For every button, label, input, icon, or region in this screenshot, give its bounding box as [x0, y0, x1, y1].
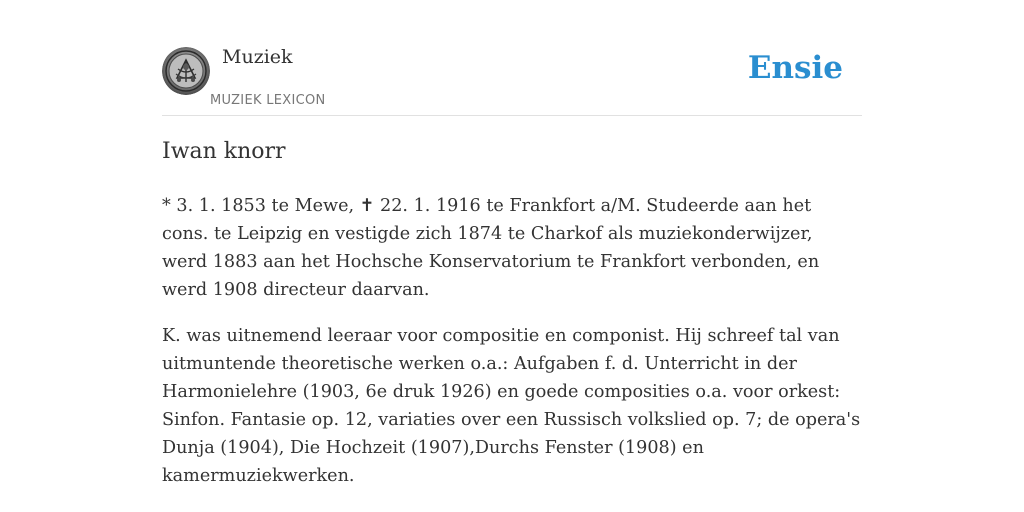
entry-paragraph: * 3. 1. 1853 te Mewe, ✝ 22. 1. 1916 te Frankfort a/M. Studeerde aan het cons. te Leipzig en vestigde zich 1874 te Charkof als muziekonderwijzer, werd 1883 aan het Hochsche Konservatorium te Frankfort verbonden, en werd 1908 directeur daarvan. [162, 196, 820, 300]
entry-paragraph: K. was uitnemend leeraar voor compositie en componist. Hij schreef tal van uitmuntende theoretische werken o.a.: Aufgaben f. d. Unterricht in der Harmonielehre (1903, 6e druk 1926) en goede composities o.a. voor orkest: Sinfon. Fantasie op. 12, variaties over een Russisch volkslied op. 7; de opera's Dunja (1904), Die Hochzeit (1907),Durchs Fenster (1908) en kamermuziekwerken. [162, 326, 861, 486]
entry-body [162, 192, 862, 508]
source-subtitle[interactable]: MUZIEK LEXICON [210, 93, 326, 108]
source-title[interactable]: Muziek [222, 46, 293, 68]
source-avatar[interactable] [162, 47, 210, 95]
source-header [162, 44, 862, 116]
brand-logo-link[interactable]: Ensie [747, 50, 843, 86]
entry-title: Iwan knorr [162, 139, 286, 164]
music-emblem-icon [162, 47, 210, 95]
